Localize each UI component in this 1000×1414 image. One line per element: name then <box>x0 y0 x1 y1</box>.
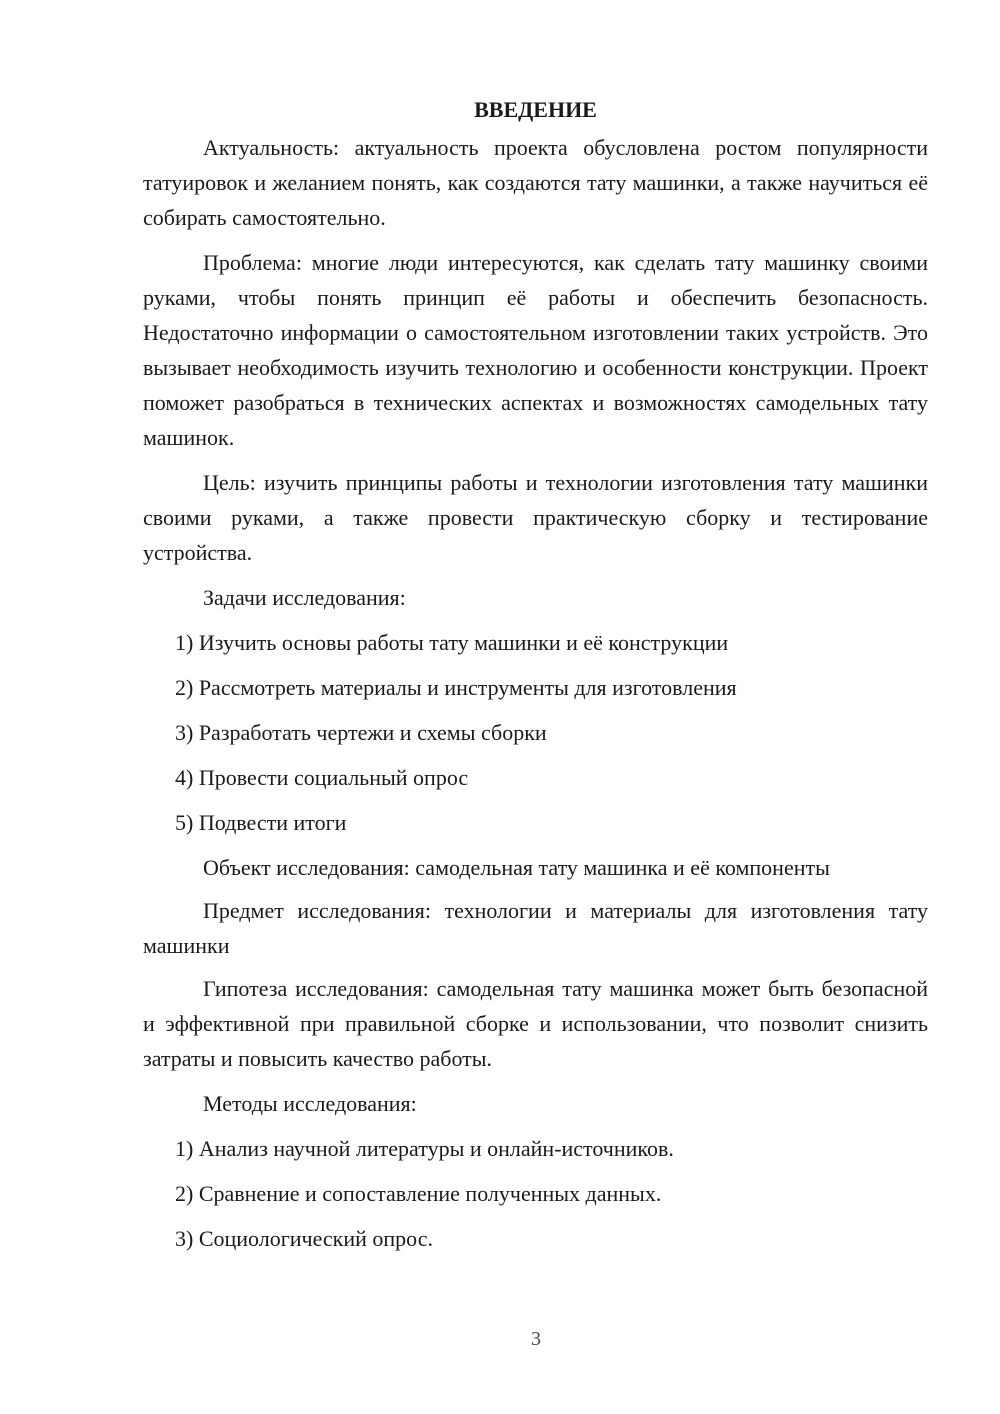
list-item: 1) Анализ научной литературы и онлайн-источников. <box>175 1136 674 1161</box>
paragraph-problem: Проблема: многие люди интересуются, как сделать тату машинку своими руками, чтобы понять принцип её работы и обеспечить безопасность. Недостаточно информации о самостоятельном изготовлении таких устройств. Это вызывает необходимость изучить технологию и особенности конструкции. Проект поможет разобраться в технических аспектах и возможностях самодельных тату машинок. <box>143 250 928 450</box>
list-item: 4) Провести социальный опрос <box>175 765 469 790</box>
paragraph-subject: Предмет исследования: технологии и материалы для изготовления тату машинки <box>143 898 928 958</box>
list-item: 5) Подвести итоги <box>175 810 347 835</box>
paragraph-relevance: Актуальность: актуальность проекта обусловлена ростом популярности татуировок и желанием понять, как создаются тату машинки, а также научиться её собирать самостоятельно. <box>143 135 928 230</box>
methods-title: Методы исследования: <box>203 1091 417 1116</box>
list-item: 3) Разработать чертежи и схемы сборки <box>175 720 547 745</box>
tasks-title: Задачи исследования: <box>203 585 406 610</box>
list-item: 2) Сравнение и сопоставление полученных данных. <box>175 1181 662 1206</box>
list-item: 2) Рассмотреть материалы и инструменты для изготовления <box>175 675 737 700</box>
paragraph-hypothesis: Гипотеза исследования: самодельная тату машинка может быть безопасной и эффективной при правильной сборке и использовании, что позволит снизить затраты и повысить качество работы. <box>143 976 928 1071</box>
paragraph-goal: Цель: изучить принципы работы и технологии изготовления тату машинки своими руками, а также провести практическую сборку и тестирование устройства. <box>143 470 928 565</box>
methods-list <box>143 1131 928 1256</box>
list-item: 3) Социологический опрос. <box>175 1226 433 1251</box>
section-heading: ВВЕДЕНИЕ <box>474 97 597 122</box>
paragraph-object: Объект исследования: самодельная тату машинка и её компоненты <box>203 855 830 880</box>
list-item: 1) Изучить основы работы тату машинки и её конструкции <box>175 630 729 655</box>
page-number: 3 <box>531 1328 541 1350</box>
page-content <box>143 92 928 1266</box>
tasks-list <box>143 625 928 840</box>
